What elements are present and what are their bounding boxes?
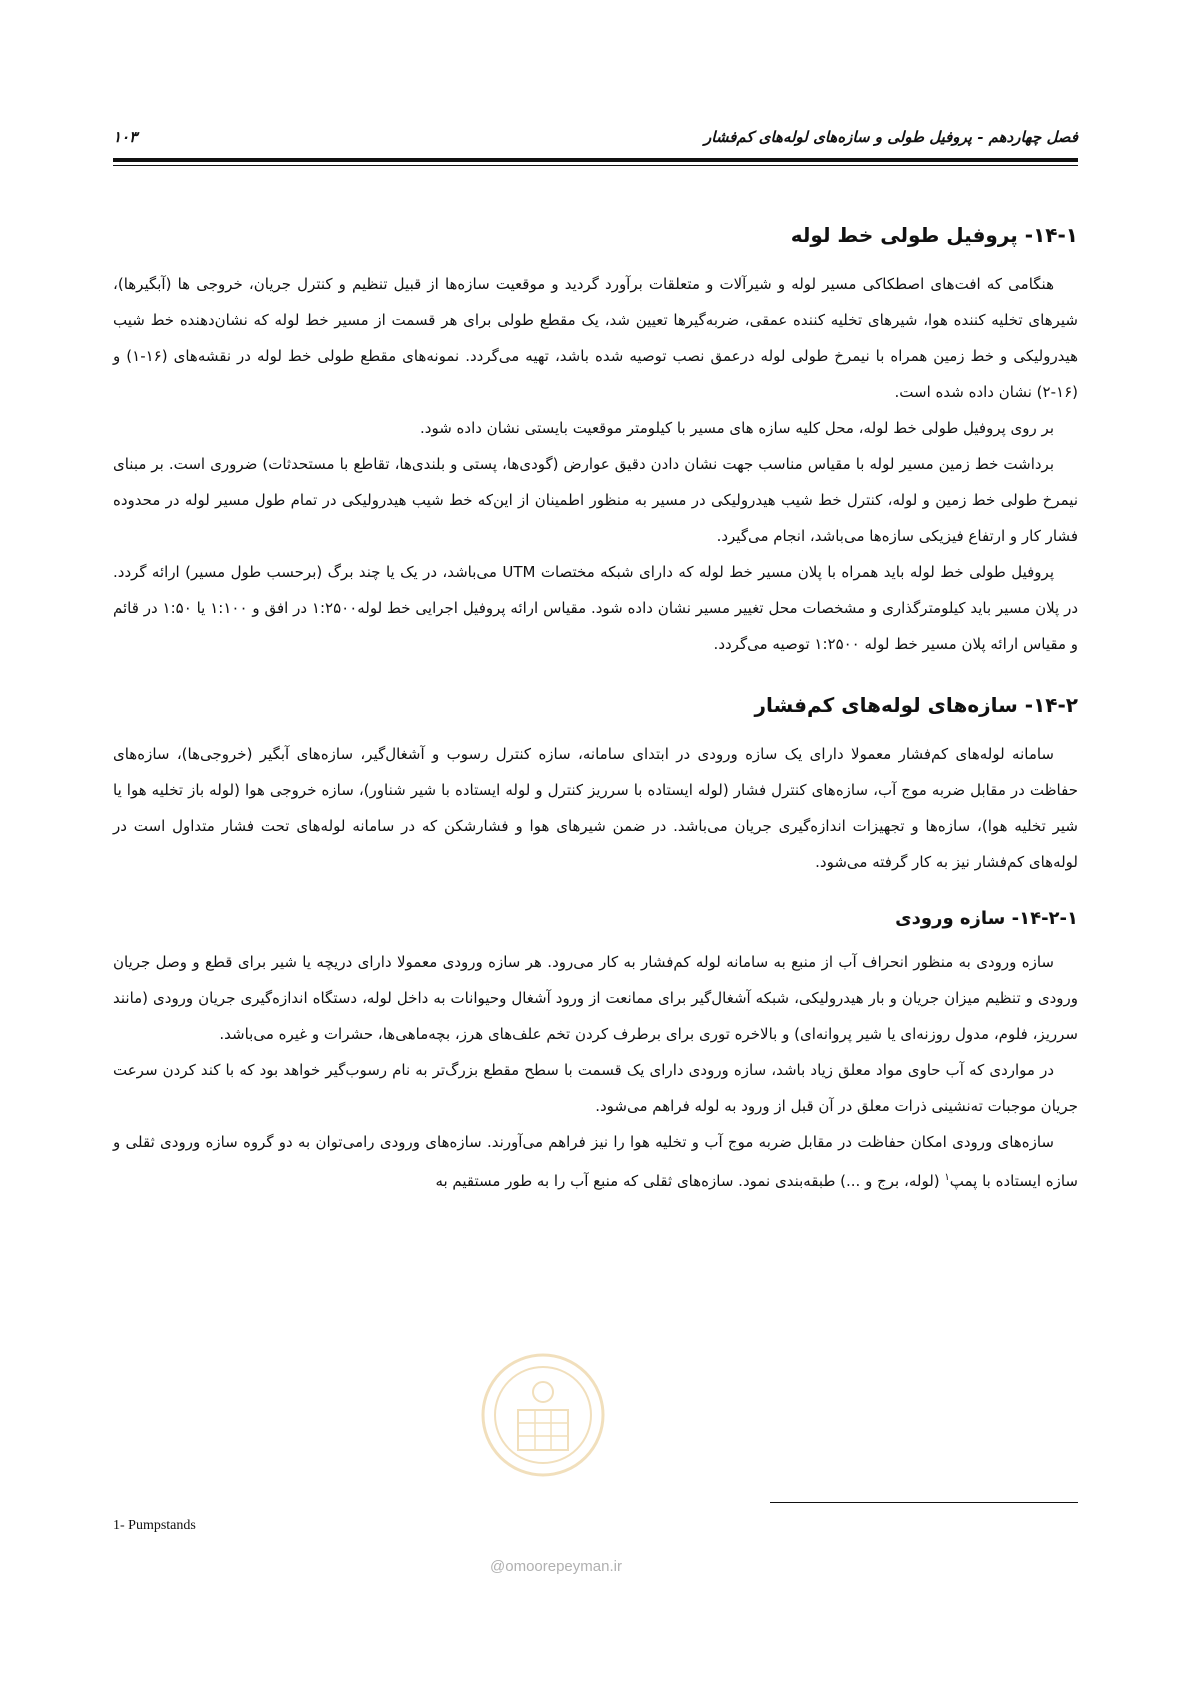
paragraph: سازه ورودی به منظور انحراف آب از منبع به سامانه لوله کم‌فشار به کار می‌رود. هر سازه ورودی معمولا دارای دریچه یا شیر برای قطع و وصل جریان ورودی و تنظیم میزان جریان و بار هیدرولیکی، شبکه آشغال‌گیر برای ممانعت از ورود آشغال وحیوانات به داخل لوله، دستگاه اندازه‌گیری جریان ورودی (مانند سرریز، فلوم، مدول روزنه‌ای یا شیر پروانه‌ای) و بالاخره توری برای برطرف کردن تخم علف‌های هرز، بچه‌ماهی‌ها، حشرات و غیره می‌باشد.: [113, 953, 1078, 1043]
paragraph: در مواردی که آب حاوی مواد معلق زیاد باشد، سازه ورودی دارای یک قسمت با سطح مقطع بزرگ‌تر به نام رسوب‌گیر خواهد بود که با کند کردن سرعت جریان موجبات ته‌نشینی ذرات معلق در آن قبل از ورود به لوله فراهم می‌شود.: [113, 1061, 1078, 1115]
paragraph: [113, 1124, 1078, 1199]
paragraph: سامانه لوله‌های کم‌فشار معمولا دارای یک سازه ورودی در ابتدای سامانه، سازه کنترل رسوب و آشغال‌گیر، سازه‌های آبگیر (خروجی‌ها)، سازه‌های حفاظت در مقابل ضربه موج آب، سازه‌های کنترل فشار (لوله ایستاده با سرریز کنترل و لوله ایستاده با شیر شناور)، سازه خروجی هوا (لوله باز تخلیه هوا یا شیر تخلیه هوا)، سازه‌ها و تجهیزات اندازه‌گیری جریان می‌باشد. در ضمن شیرهای هوا و فشارشکن که در سامانه لوله‌های تحت فشار متداول است در لوله‌های کم‌فشار نیز به کار گرفته می‌شود.: [113, 745, 1078, 871]
subsection-heading-14-2-1: ۱۴-۲-۱- سازه ورودی: [895, 908, 1078, 929]
section-heading-14-2: ۱۴-۲- سازه‌های لوله‌های کم‌فشار: [754, 693, 1078, 717]
watermark-logo-icon: [478, 1350, 608, 1480]
running-header: [113, 128, 1078, 154]
footnote: 1- Pumpstands: [113, 1518, 196, 1533]
page-number: ۱۰۳: [113, 128, 138, 146]
paragraph: هنگامی که افت‌های اصطکاکی مسیر لوله و شیرآلات و متعلقات برآورد گردید و موقعیت سازه‌ها از قبیل تنظیم و کنترل جریان، خروجی ها (آبگیرها)، شیرهای تخلیه کننده هوا، شیرهای تخلیه کننده عمقی، ضربه‌گیرها تعیین شد، یک مقطع طولی برای هر قسمت از مسیر خط لوله که نشان‌دهنده خط شیب هیدرولیکی و خط زمین همراه با نیمرخ طولی لوله درعمق نصب توصیه شده باشد، تهیه می‌گردد. نمونه‌های مقطع طولی خط لوله در نقشه‌های (۱۶-۱) و (۱۶-۲) نشان داده شده است.: [113, 275, 1078, 401]
main-content: [113, 218, 1078, 1199]
header-rule-thick: [113, 158, 1078, 162]
chapter-title: فصل چهاردهم - پروفیل طولی و سازه‌های لوله‌های کم‌فشار: [704, 128, 1078, 146]
paragraph: برداشت خط زمین مسیر لوله با مقیاس مناسب جهت نشان دادن دقیق عوارض (گودی‌ها، پستی و بلندی‌ها، تقاطع با مستحدثات) ضروری است. بر مبنای نیمرخ طولی خط زمین و لوله، کنترل خط شیب هیدرولیکی در مسیر به منظور اطمینان از این‌که خط شیب هیدرولیکی در تمام طول مسیر لوله در محدوده فشار کار و ارتفاع فیزیکی سازه‌ها می‌باشد، انجام می‌گیرد.: [113, 455, 1078, 545]
paragraph-text: (لوله، برج و ...) طبقه‌بندی نمود. سازه‌های ثقلی که منبع آب را به طور مستقیم به: [435, 1172, 945, 1190]
footnote-rule: [770, 1502, 1078, 1503]
paragraph: بر روی پروفیل طولی خط لوله، محل کلیه سازه های مسیر با کیلومتر موقعیت بایستی نشان داده شود.: [420, 419, 1054, 437]
header-rule-thin: [113, 165, 1078, 166]
section-heading-14-1: ۱۴-۱- پروفیل طولی خط لوله: [790, 223, 1078, 247]
watermark-text: @omoorepeyman.ir: [490, 1558, 622, 1575]
footnote-marker[interactable]: ۱: [944, 1172, 950, 1183]
paragraph: پروفیل طولی خط لوله باید همراه با پلان مسیر خط لوله که دارای شبکه مختصات UTM می‌باشد، در یک یا چند برگ (برحسب طول مسیر) ارائه گردد. در پلان مسیر باید کیلومترگذاری و مشخصات محل تغییر مسیر نشان داده شود. مقیاس ارائه پروفیل اجرایی خط لوله۱:۲۵۰۰ در افق و ۱:۱۰۰ یا ۱:۵۰ در قائم و مقیاس ارائه پلان مسیر خط لوله ۱:۲۵۰۰ توصیه می‌گردد.: [113, 563, 1078, 653]
paragraph-text: سازه‌های ورودی امکان حفاظت در مقابل ضربه موج آب و تخلیه هوا را نیز فراهم می‌آورند. سازه‌های ورودی رامی‌توان به دو گروه سازه ورودی ثقلی و سازه ایستاده با پمپ: [113, 1133, 1078, 1190]
